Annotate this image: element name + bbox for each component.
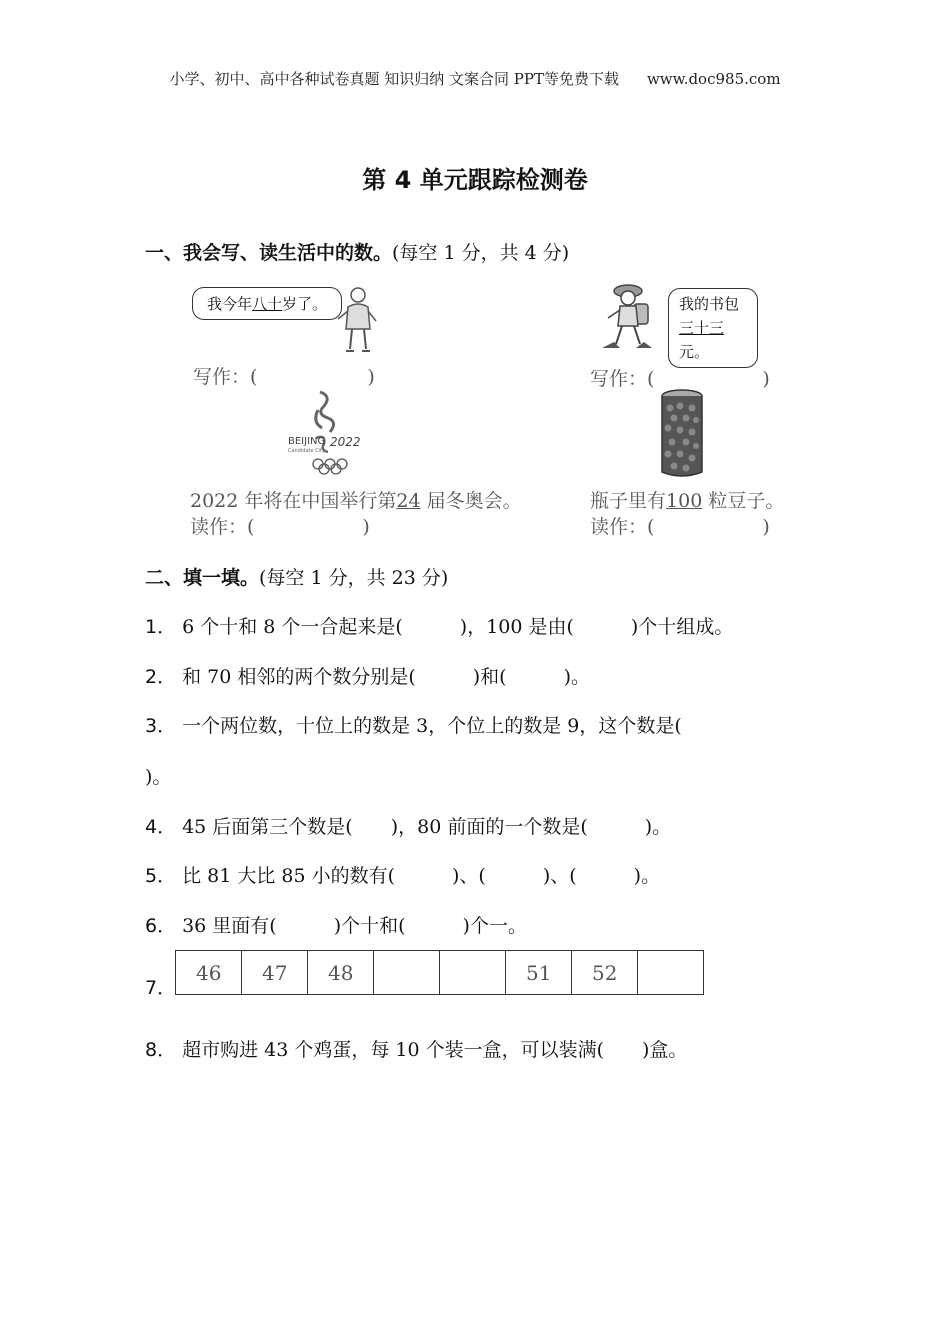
question-text: 36 里面有( )个十和( )个一。 (182, 915, 527, 937)
section2-score: (每空 1 分，共 23 分) (259, 567, 449, 589)
page-header (0, 68, 950, 89)
blank-number-cell[interactable] (440, 951, 506, 995)
blank-number-cell[interactable] (638, 951, 704, 995)
question-number: 1． (145, 616, 177, 638)
answer-label: 读作：( (590, 516, 655, 538)
bean-jar-illustration (658, 388, 706, 480)
olympic-rings-icon (313, 459, 347, 474)
answer-read-2 (590, 512, 770, 539)
question-8 (145, 1035, 687, 1062)
question-3-continued (145, 762, 171, 789)
sentence-beans (590, 486, 784, 513)
blank-number-cell[interactable] (374, 951, 440, 995)
question-2 (145, 662, 590, 689)
question-text: 一个两位数，十位上的数是 3，个位上的数是 9，这个数是( (182, 715, 682, 737)
section1-score: (每空 1 分，共 4 分) (392, 242, 570, 264)
answer-label: 写作：( (193, 366, 258, 388)
bubble-text: 岁了。 (282, 295, 328, 313)
bubble-underlined-number: 三十三 (679, 319, 725, 337)
number-cell: 51 (506, 951, 572, 995)
answer-close: ) (362, 516, 370, 538)
question-1 (145, 612, 733, 639)
speech-bubble-kid (668, 288, 758, 368)
speech-bubble-old-man (192, 287, 342, 320)
question-5 (145, 861, 660, 888)
section1-heading (145, 238, 569, 265)
beijing-2022-logo (286, 388, 376, 483)
question-text: )。 (145, 766, 172, 788)
kid-illustration (598, 282, 662, 354)
bubble-underlined-number: 八十 (252, 295, 283, 313)
sentence-underlined-number: 100 (666, 490, 703, 512)
number-cell: 48 (308, 951, 374, 995)
bubble-text: 我今年 (207, 295, 253, 313)
question-text: 和 70 相邻的两个数分别是( )和( )。 (182, 666, 591, 688)
question-3 (145, 711, 682, 738)
sentence-text: 届冬奥会。 (420, 490, 522, 512)
section2-heading (145, 563, 448, 590)
question-number: 6． (145, 915, 177, 937)
logo-text: BEIJING (288, 436, 326, 447)
header-site[interactable]: www.doc985.com (646, 70, 781, 88)
answer-write-1 (193, 362, 375, 389)
answer-close: ) (762, 368, 770, 390)
answer-close: ) (762, 516, 770, 538)
number-cell: 52 (572, 951, 638, 995)
answer-read-1 (190, 512, 370, 539)
sentence-text: 瓶子里有 (590, 490, 667, 512)
sentence-text: 粒豆子。 (702, 490, 785, 512)
question-4 (145, 812, 671, 839)
bubble-text: 我的书包 (679, 295, 740, 313)
bubble-text: 元。 (679, 343, 710, 361)
question-number: 3． (145, 715, 177, 737)
number-cell: 46 (176, 951, 242, 995)
logo-subtext: Candidate City (288, 448, 325, 454)
section1-heading-text: 一、我会写、读生活中的数。 (145, 242, 393, 264)
page-title: 第 4 单元跟踪检测卷 (362, 166, 588, 194)
old-man-illustration (330, 285, 385, 355)
question-number: 5． (145, 865, 177, 887)
answer-label: 写作：( (590, 368, 655, 390)
question-6 (145, 911, 527, 938)
number-sequence-table (175, 950, 704, 995)
question-text: 比 81 大比 85 小的数有( )、( )、( )。 (182, 865, 661, 887)
sentence-winter-olympics (190, 486, 522, 513)
answer-label: 读作：( (190, 516, 255, 538)
question-text: 超市购进 43 个鸡蛋，每 10 个装一盒，可以装满( )盒。 (182, 1039, 688, 1061)
sentence-text: 2022 年将在中国举行第 (190, 490, 397, 512)
header-text: 小学、初中、高中各种试卷真题 知识归纳 文案合同 PPT等免费下载 (169, 70, 619, 88)
question-text: 45 后面第三个数是( )，80 前面的一个数是( )。 (182, 816, 672, 838)
table-row (176, 951, 704, 995)
question-text: 6 个十和 8 个一合起来是( )，100 是由( )个十组成。 (182, 616, 734, 638)
question-number: 2． (145, 666, 177, 688)
number-cell: 47 (242, 951, 308, 995)
question-number: 7． (145, 977, 177, 999)
logo-year: 2022 (330, 435, 361, 449)
section2-heading-text: 二、填一填。 (145, 567, 260, 589)
question-number: 8． (145, 1039, 177, 1061)
sentence-underlined-number: 24 (396, 490, 421, 512)
answer-close: ) (367, 366, 375, 388)
question-number: 4． (145, 816, 177, 838)
answer-write-2 (590, 364, 770, 391)
